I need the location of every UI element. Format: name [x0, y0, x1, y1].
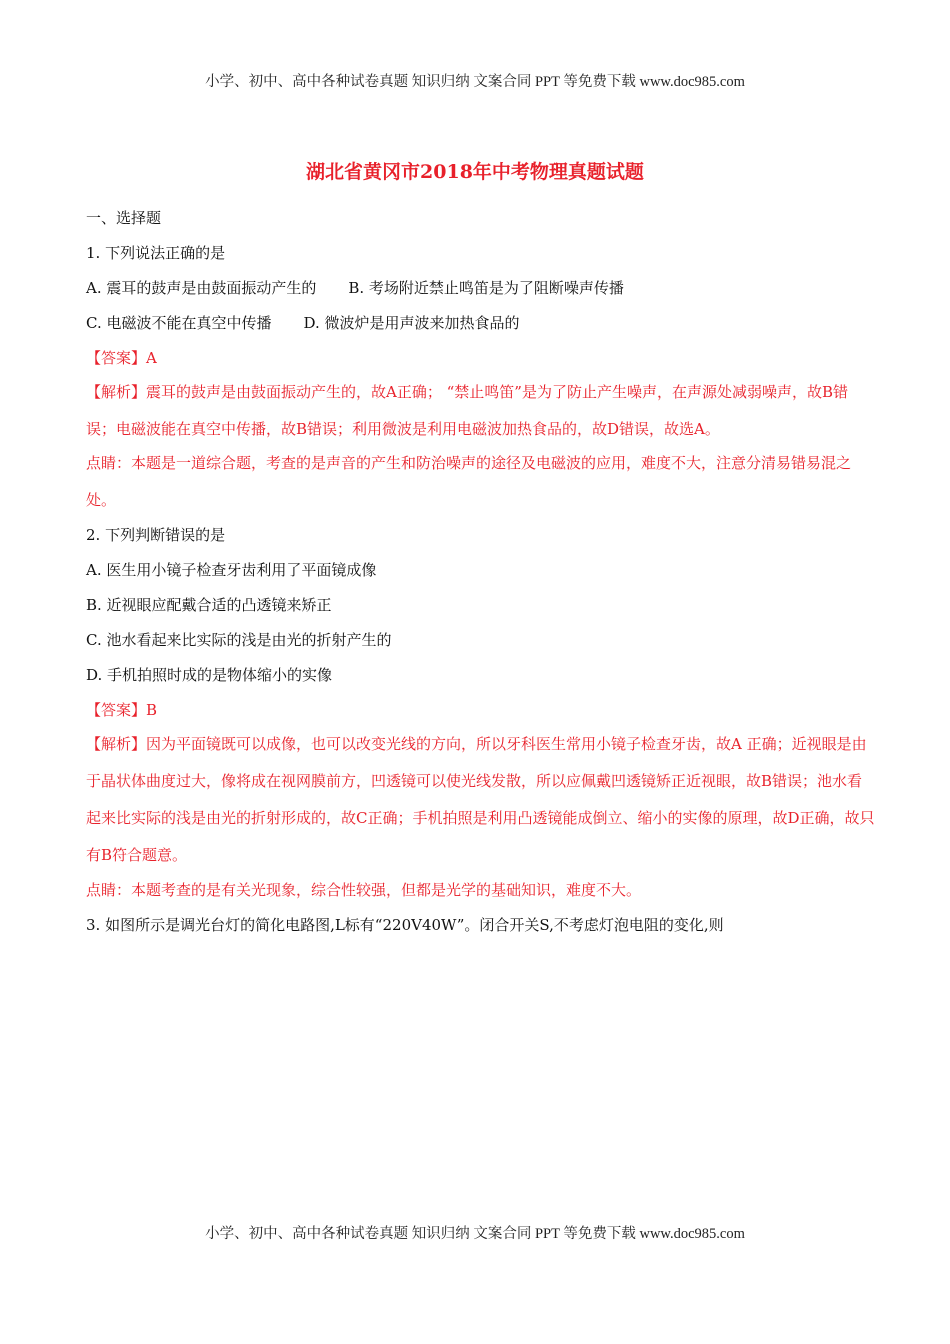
- document-body: [86, 208, 876, 950]
- page-header: 小学、初中、高中各种试卷真题 知识归纳 文案合同 PPT 等免费下载 www.doc985.com: [205, 74, 745, 90]
- question-1-option-c: C. 电磁波不能在真空中传播: [86, 314, 272, 332]
- question-2-answer: 【答案】B: [86, 701, 158, 719]
- question-2-option-b: B. 近视眼应配戴合适的凸透镜来矫正: [86, 596, 332, 614]
- question-1-options-row-2: [86, 313, 876, 333]
- page-title: 湖北省黄冈市2018年中考物理真题试题: [306, 161, 644, 183]
- question-2-stem: 2. 下列判断错误的是: [86, 526, 226, 544]
- question-1-stem: 1. 下列说法正确的是: [86, 244, 226, 262]
- question-2-option-a: A. 医生用小镜子检查牙齿利用了平面镜成像: [86, 561, 377, 579]
- question-1-option-a: A. 震耳的鼓声是由鼓面振动产生的: [86, 279, 317, 297]
- section-heading: 一、选择题: [86, 209, 162, 227]
- question-1-comment: 点睛：本题是一道综合题，考查的是声音的产生和防治噪声的途径及电磁波的应用，难度不大，注意分清易错易混之处。: [86, 454, 852, 509]
- page-footer: 小学、初中、高中各种试卷真题 知识归纳 文案合同 PPT 等免费下载 www.doc985.com: [205, 1226, 745, 1242]
- question-2-analysis: 【解析】因为平面镜既可以成像，也可以改变光线的方向，所以牙科医生常用小镜子检查牙齿，故A 正确；近视眼是由于晶状体曲度过大，像将成在视网膜前方，凹透镜可以使光线发散，所以应佩戴凹透镜矫正近视眼，故B错误；池水看起来比实际的浅是由光的折射形成的，故C正确；手机拍照是利用凸透镜能成倒立、缩小的实像的原理，故D正确，故只有B符合题意。: [86, 735, 875, 864]
- question-1-option-d: D. 微波炉是用声波来加热食品的: [303, 314, 520, 332]
- question-2-option-d: D. 手机拍照时成的是物体缩小的实像: [86, 666, 333, 684]
- question-2-option-c: C. 池水看起来比实际的浅是由光的折射产生的: [86, 631, 392, 649]
- question-2-comment: 点睛：本题考查的是有关光现象，综合性较强，但都是光学的基础知识，难度不大。: [86, 881, 642, 899]
- question-3-stem: 3. 如图所示是调光台灯的简化电路图,L标有“220V40W”。闭合开关S,不考虑灯泡电阻的变化,则: [86, 916, 724, 934]
- question-1-option-b: B. 考场附近禁止鸣笛是为了阻断噪声传播: [348, 279, 624, 297]
- question-1-options-row-1: [86, 278, 876, 298]
- question-1-answer: 【答案】A: [86, 349, 157, 367]
- question-1-analysis: 【解析】震耳的鼓声是由鼓面振动产生的，故A正确； “禁止鸣笛”是为了防止产生噪声，在声源处减弱噪声，故B错误；电磁波能在真空中传播，故B错误；利用微波是利用电磁波加热食品的，故D错误，故选A。: [86, 383, 848, 438]
